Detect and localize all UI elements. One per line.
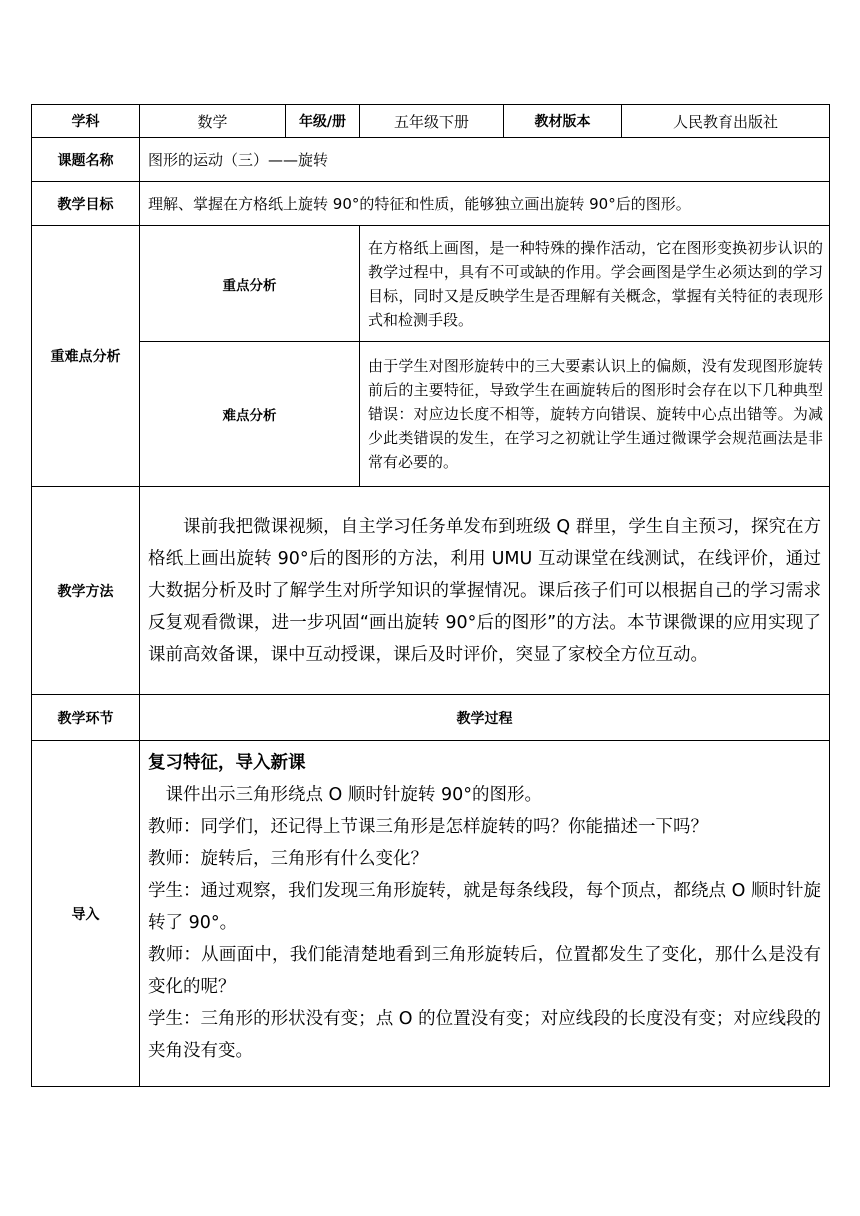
method-text: 课前我把微课视频，自主学习任务单发布到班级 Q 群里，学生自主预习，探究在方格纸上画出旋转 90°后的图形的方法，利用 UMU 互动课堂在线测试，在线评价，通过大数据分析及时了解学生对所学知识的掌握情况。课后孩子们可以根据自己的学习需求反复观看微课，进一步巩固“画出旋转 90°后的图形”的方法。本节课微课的应用实现了课前高效备课，课中互动授课，课后及时评价，突显了家校全方位互动。 [140, 487, 830, 695]
intro-line: 学生：通过观察，我们发现三角形旋转，就是每条线段，每个顶点，都绕点 O 顺时针旋转了 90°。 [148, 881, 821, 933]
textbook-label: 教材版本 [504, 105, 622, 138]
goal-label: 教学目标 [32, 182, 140, 226]
textbook-value: 人民教育出版社 [622, 105, 830, 138]
grade-label: 年级/册 [286, 105, 360, 138]
topic-label: 课题名称 [32, 138, 140, 182]
intro-stage-label: 导入 [32, 741, 140, 1087]
stage-header-label: 教学环节 [32, 695, 140, 741]
intro-line: 学生：三角形的形状没有变；点 O 的位置没有变；对应线段的长度没有变；对应线段的夹角没有变。 [148, 1009, 821, 1061]
intro-row [32, 741, 830, 1087]
topic-value: 图形的运动（三）——旋转 [140, 138, 830, 182]
intro-line: 教师：旋转后，三角形有什么变化？ [148, 849, 428, 869]
difficulty-analysis-row [32, 342, 830, 487]
lesson-plan-table [31, 104, 830, 1087]
intro-line: 课件出示三角形绕点 O 顺时针旋转 90°的图形。 [165, 785, 542, 805]
key-analysis-label: 重点分析 [140, 226, 360, 342]
goal-row [32, 182, 830, 226]
difficulty-analysis-text: 由于学生对图形旋转中的三大要素认识上的偏颇，没有发现图形旋转前后的主要特征，导致学生在画旋转后的图形时会存在以下几种典型错误：对应边长度不相等，旋转方向错误、旋转中心点出错等。为减少此类错误的发生，在学习之初就让学生通过微课学会规范画法是非常有必要的。 [360, 342, 830, 487]
goal-value: 理解、掌握在方格纸上旋转 90°的特征和性质，能够独立画出旋转 90°后的图形。 [140, 182, 830, 226]
topic-row [32, 138, 830, 182]
process-header-label: 教学过程 [140, 695, 830, 741]
analysis-label: 重难点分析 [32, 226, 140, 487]
intro-heading: 复习特征，导入新课 [148, 753, 306, 773]
intro-content [140, 741, 830, 1087]
intro-line: 教师：从画面中，我们能清楚地看到三角形旋转后，位置都发生了变化，那什么是没有变化的呢？ [148, 945, 821, 997]
process-header-row [32, 695, 830, 741]
difficulty-analysis-label: 难点分析 [140, 342, 360, 487]
key-analysis-row [32, 226, 830, 342]
info-row [32, 105, 830, 138]
method-label: 教学方法 [32, 487, 140, 695]
subject-value: 数学 [140, 105, 286, 138]
intro-line: 教师：同学们，还记得上节课三角形是怎样旋转的吗？你能描述一下吗？ [148, 817, 708, 837]
method-row [32, 487, 830, 695]
key-analysis-text: 在方格纸上画图，是一种特殊的操作活动，它在图形变换初步认识的教学过程中，具有不可或缺的作用。学会画图是学生必须达到的学习目标，同时又是反映学生是否理解有关概念，掌握有关特征的表现形式和检测手段。 [360, 226, 830, 342]
grade-value: 五年级下册 [360, 105, 504, 138]
subject-label: 学科 [32, 105, 140, 138]
